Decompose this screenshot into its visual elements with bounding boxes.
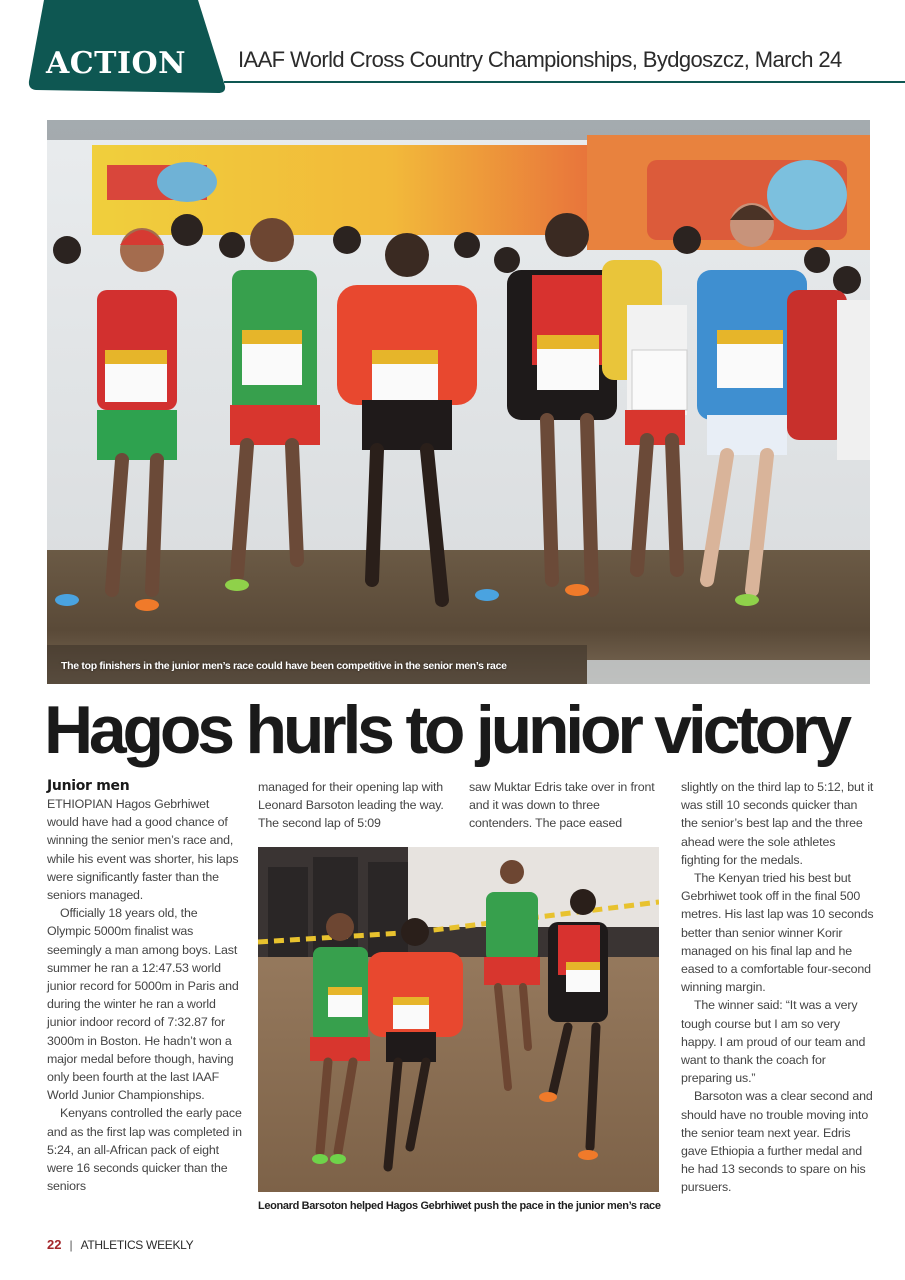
race-pack-photo-icon — [47, 120, 870, 684]
article-paragraph: The Kenyan tried his best but Gebrhiwet took off in the final 500 metres. His last lap was 10 seconds better than senior winner Korir managed on his final lap and he eased to a comfortable four-second winning margin. — [681, 871, 874, 995]
page-footer — [47, 1237, 193, 1252]
publication-name: ATHLETICS WEEKLY — [80, 1237, 194, 1252]
article-paragraph: Officially 18 years old, the Olympic 5000m finalist was seemingly a man among boys. Last summer he ran a 12:47.53 world junior record for 5000m in Paris and during the winter he ran a world junior indoor record of 7:32.87 for 3000m in Boston. He hadn’t won a major medal before though, having only been fourth at the last IAAF World Junior Championships. — [47, 906, 239, 1103]
inline-photo — [258, 847, 659, 1192]
page-number: 22 — [47, 1237, 62, 1252]
article-column-4 — [681, 778, 876, 1197]
hero-photo-caption: The top finishers in the junior men’s race could have been competitive in the senior men’s race — [61, 660, 507, 672]
section-label: ACTION — [46, 46, 187, 81]
article-paragraph: managed for their opening lap with Leonard Barsoton leading the way. The second lap of 5:09 — [258, 780, 444, 831]
header-rule — [224, 81, 905, 83]
section-badge — [28, 0, 226, 94]
footer-separator: | — [69, 1237, 73, 1252]
hero-photo — [47, 120, 870, 684]
article-column-2 — [258, 778, 453, 833]
article-paragraph: The winner said: “It was a very tough course but I am so very happy. I am proud of our team and want to thank the coach for preparing us.” — [681, 998, 866, 1086]
article-subhead: Junior men — [47, 778, 130, 794]
article-paragraph: slightly on the third lap to 5:12, but it was still 10 seconds quicker than the senior’s best lap and the three ahead were the sole athletes fighting for the medals. — [681, 780, 874, 867]
article-headline: Hagos hurls to junior victory — [44, 692, 848, 768]
article-paragraph: Barsoton was a clear second and should have no trouble moving into the senior team next year. Edris gave Ethiopia a further medal and he had 13 seconds to spare on his pursuers. — [681, 1089, 873, 1195]
event-title: IAAF World Cross Country Championships, Bydgoszcz, March 24 — [238, 47, 842, 72]
leaders-photo-icon — [258, 847, 659, 1192]
article-paragraph: saw Muktar Edris take over in front and it was down to three contenders. The pace eased — [469, 780, 655, 831]
article-paragraph: ETHIOPIAN Hagos Gebrhiwet would have had a good chance of winning the senior men’s race and, while his event was shorter, his laps were significantly faster than the seniors managed. — [47, 797, 239, 903]
article-column-3 — [469, 778, 664, 833]
article-paragraph: Kenyans controlled the early pace and as the first lap was completed in 5:24, an all-African pack of eight were 16 seconds quicker than the seniors — [47, 1106, 242, 1194]
article-column-1 — [47, 777, 242, 1195]
inline-photo-caption: Leonard Barsoton helped Hagos Gebrhiwet push the pace in the junior men’s race — [258, 1200, 661, 1212]
